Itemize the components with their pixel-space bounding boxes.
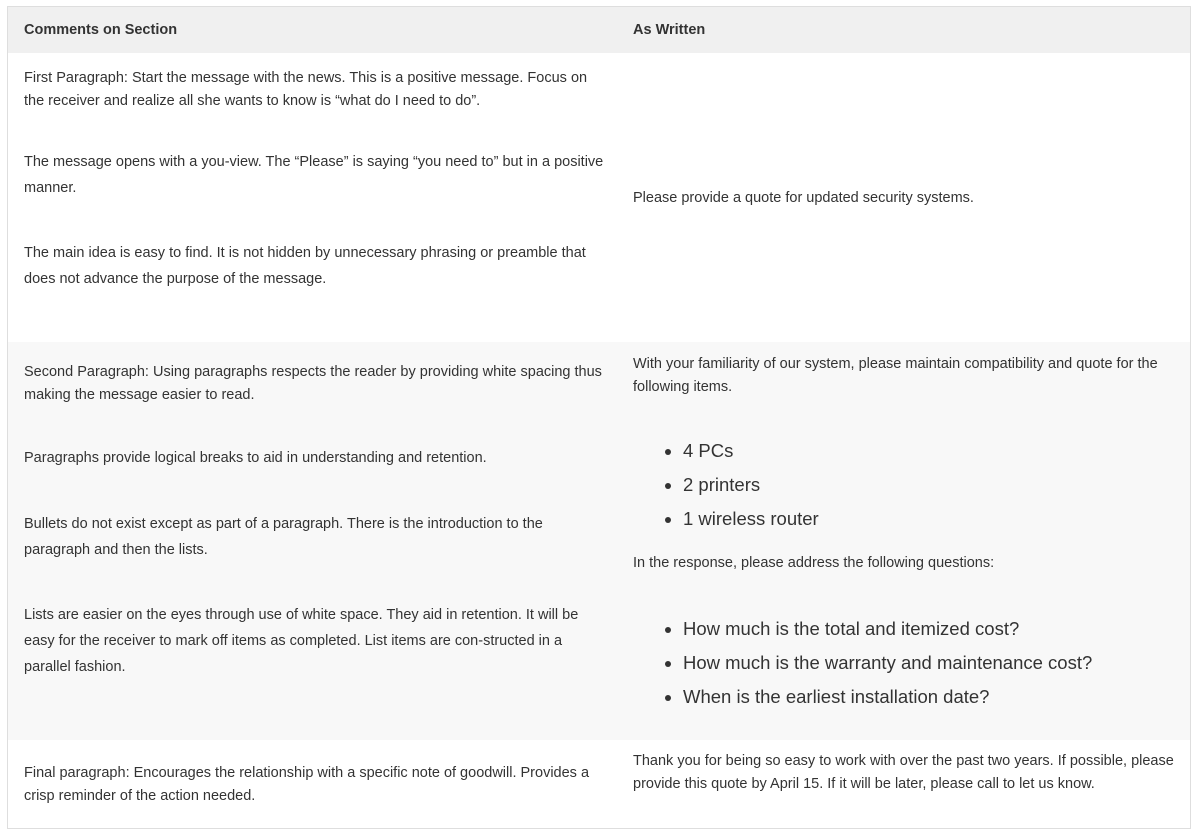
list-item: • 4 PCs <box>683 434 819 468</box>
as-written-cell <box>633 53 1178 342</box>
as-written-text: Thank you for being so easy to work with over the past two years. If possible, please provide this quote by April 15. If it will be later, please call to let us know. <box>633 753 1174 792</box>
comparison-table <box>7 6 1191 829</box>
comment-paragraph: The message opens with a you-view. The “Please” is saying “you need to” but in a positive manner. <box>24 154 604 196</box>
table-header-row <box>8 7 1190 53</box>
table-row-second-paragraph <box>8 342 1190 740</box>
table-row-final-paragraph <box>8 740 1190 828</box>
as-written-intro: With your familiarity of our system, please maintain compatibility and quote for the following items. <box>633 356 1158 395</box>
list-item: • 2 printers <box>683 468 819 502</box>
comment-paragraph: Second Paragraph: Using paragraphs respects the reader by providing white spacing thus making the message easier to read. <box>24 364 602 403</box>
list-item: • When is the earliest installation date? <box>683 680 1092 714</box>
header-as-written: As Written <box>633 22 706 38</box>
table-row-first-paragraph <box>8 53 1190 342</box>
as-written-cell <box>633 740 1178 828</box>
list-item: • How much is the warranty and maintenance cost? <box>683 646 1092 680</box>
questions-list <box>633 612 1092 714</box>
comment-paragraph: Final paragraph: Encourages the relationship with a specific note of goodwill. Provides a crisp reminder of the action needed. <box>24 765 590 804</box>
list-item: • How much is the total and itemized cost? <box>683 612 1092 646</box>
comment-paragraph: First Paragraph: Start the message with the news. This is a positive message. Focus on the receiver and realize all she wants to know is “what do I need to do”. <box>24 70 588 109</box>
comments-cell <box>24 740 604 828</box>
questions-intro: In the response, please address the following questions: <box>633 555 995 571</box>
header-comments-on-section: Comments on Section <box>24 22 178 38</box>
comments-cell <box>24 53 604 342</box>
comment-paragraph: The main idea is easy to find. It is not hidden by unnecessary phrasing or preamble that does not advance the purpose of the message. <box>24 245 586 287</box>
as-written-cell <box>633 342 1178 740</box>
items-list <box>633 434 819 536</box>
as-written-text: Please provide a quote for updated security systems. <box>633 190 974 206</box>
comment-paragraph: Lists are easier on the eyes through use of white space. They aid in retention. It will be easy for the receiver to mark off items as completed. List items are con-structed in a parallel fashion. <box>24 607 579 675</box>
comments-cell <box>24 342 604 740</box>
list-item: • 1 wireless router <box>683 502 819 536</box>
comment-paragraph: Bullets do not exist except as part of a paragraph. There is the introduction to the paragraph and then the lists. <box>24 516 543 558</box>
comment-paragraph: Paragraphs provide logical breaks to aid in understanding and retention. <box>24 450 487 466</box>
